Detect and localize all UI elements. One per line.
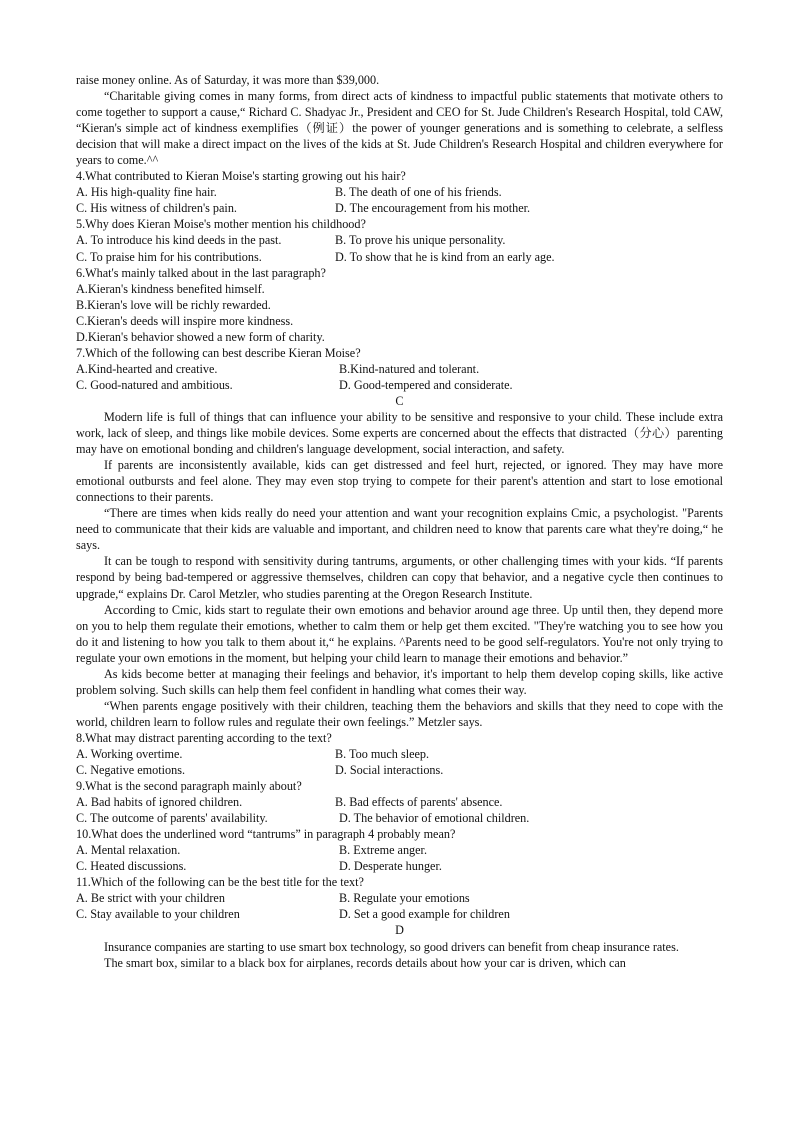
passage-c-paragraph-3: “There are times when kids really do need your attention and want your recognition explains Cmic, a psychologist. "Parents need to communicate that their kids are valuable and important, and children need to know that parents care what they're doing,“ he says. [76,506,723,553]
question-5-options-cd [76,249,723,265]
option-c[interactable]: C. Good-natured and ambitious. [76,377,233,392]
question-7-stem: 7.Which of the following can best describe Kieran Moise? [76,345,361,360]
passage-b-line: raise money online. As of Saturday, it was more than $39,000. [76,73,380,87]
option-a[interactable]: A. Bad habits of ignored children. [76,795,243,810]
question-11-options-cd [76,906,723,922]
option-b[interactable]: B.Kind-natured and tolerant. [339,361,480,376]
question-10-options-cd [76,858,723,874]
question-4-stem: 4.What contributed to Kieran Moise's starting growing out his hair? [76,169,406,184]
option-b[interactable]: B. The death of one of his friends. [335,185,502,200]
option-c[interactable]: C. To praise him for his contributions. [76,249,262,264]
option-a[interactable]: A. Mental relaxation. [76,843,181,858]
passage-c-paragraph-2: If parents are inconsistently available, kids can get distressed and feel hurt, rejected, or ignored. They may have more emotional outbursts and feel alone. They may even stop trying to compete for their parent's attention and start to lose emotional connections to their parents. [76,458,723,505]
question-4-options-cd [76,200,723,216]
option-d[interactable]: D. The behavior of emotional children. [339,811,530,826]
passage-d-paragraph-2: The smart box, similar to a black box for airplanes, records details about how your car is driven, which can [104,955,626,970]
option-a[interactable]: A. Working overtime. [76,746,183,761]
option-a[interactable]: A. Be strict with your children [76,891,225,906]
option-a[interactable]: A. His high-quality fine hair. [76,185,217,200]
option-b[interactable]: B.Kieran's love will be richly rewarded. [76,297,271,312]
passage-c-paragraph-6: As kids become better at managing their feelings and behavior, it's important to help them develop coping skills, like active problem solving. Such skills can help them feel confident in handling what comes their way. [76,666,723,697]
question-5-options-ab [76,232,723,248]
passage-c-paragraph-4: It can be tough to respond with sensitivity during tantrums, arguments, or other challenging times with your kids. “If parents respond by being bad-tempered or aggressive themselves, children can copy that behavior, and a negative cycle then continues to upgrade,“ explains Dr. Carol Metzler, who studies parenting at the Oregon Research Institute. [76,554,723,601]
option-c[interactable]: C.Kieran's deeds will inspire more kindness. [76,313,294,328]
option-d[interactable]: D. Desperate hunger. [339,859,442,874]
option-a[interactable]: A.Kieran's kindness benefited himself. [76,281,265,296]
question-9-stem: 9.What is the second paragraph mainly about? [76,779,302,794]
question-10-stem: 10.What does the underlined word “tantrums” in paragraph 4 probably mean? [76,827,456,842]
question-9-options-ab [76,794,723,810]
question-8-options-cd [76,762,723,778]
question-7-options-cd [76,377,723,393]
question-7-options-ab [76,361,723,377]
question-10-options-ab [76,842,723,858]
option-a[interactable]: A. To introduce his kind deeds in the past. [76,233,282,248]
option-d[interactable]: D. The encouragement from his mother. [335,201,531,216]
option-b[interactable]: B. To prove his unique personality. [335,233,506,248]
passage-b-paragraph: “Charitable giving comes in many forms, from direct acts of kindness to impactful public statements that motivate others to come together to support a cause,“ Richard C. Shadyac Jr., President and CEO for St. Jude Children's Research Hospital, told CAW, “Kieran's simple act of kindness exemplifies（例证）the power of younger generations and is something to celebrate, a selfless decision that will make a direct impact on the lives of the kids at St. Jude Children's Research Hospital and children everywhere for years to come.^^ [76,89,723,168]
passage-c-paragraph-7: “When parents engage positively with their children, teaching them the behaviors and skills that they need to cope with the world, children learn to follow rules and regulate their own feelings.” Metzler says. [76,698,723,729]
section-heading-c: C [395,393,404,408]
option-c[interactable]: C. Heated discussions. [76,859,187,874]
question-11-stem: 11.Which of the following can be the best title for the text? [76,875,364,890]
option-d[interactable]: D. Good-tempered and considerate. [339,377,513,392]
passage-c-paragraph-5: According to Cmic, kids start to regulate their own emotions and behavior around age three. Up until then, they depend more on you to help them regulate their emotions, whether to calm them or help get them excited. "They're watching you to see how you do it and listening to how you talk to them about it,“ he explains. ^Parents need to be good self-regulators. You're not only trying to regulate your own emotions in the moment, but helping your child learn to manage their emotions and behavior.” [76,602,723,665]
option-a[interactable]: A.Kind-hearted and creative. [76,361,218,376]
option-d[interactable]: D.Kieran's behavior showed a new form of charity. [76,329,325,344]
question-5-stem: 5.Why does Kieran Moise's mother mention his childhood? [76,217,366,232]
option-b[interactable]: B. Too much sleep. [335,746,430,761]
question-6-stem: 6.What's mainly talked about in the last paragraph? [76,265,326,280]
option-c[interactable]: C. His witness of children's pain. [76,201,237,216]
section-heading-d: D [395,923,404,938]
question-4-options-ab [76,184,723,200]
question-8-stem: 8.What may distract parenting according to the text? [76,730,332,745]
option-d[interactable]: D. To show that he is kind from an early age. [335,249,555,264]
option-b[interactable]: B. Regulate your emotions [339,891,470,906]
exam-page [76,72,723,971]
option-b[interactable]: B. Extreme anger. [339,843,427,858]
question-8-options-ab [76,746,723,762]
passage-c-paragraph-1: Modern life is full of things that can influence your ability to be sensitive and responsive to your child. These include extra work, lack of sleep, and things like mobile devices. Some experts are concerned about the effects that distracted（分心）parenting may have on emotional bonding and children's language development, social interaction, and safety. [76,409,723,457]
question-11-options-ab [76,890,723,906]
option-c[interactable]: C. Stay available to your children [76,907,240,922]
question-9-options-cd [76,810,723,826]
option-c[interactable]: C. The outcome of parents' availability. [76,811,268,826]
option-d[interactable]: D. Set a good example for children [339,907,510,922]
option-b[interactable]: B. Bad effects of parents' absence. [335,795,503,810]
option-c[interactable]: C. Negative emotions. [76,763,185,778]
passage-d-paragraph-1: Insurance companies are starting to use smart box technology, so good drivers can benefit from cheap insurance rates. [104,939,679,954]
option-d[interactable]: D. Social interactions. [335,763,444,778]
